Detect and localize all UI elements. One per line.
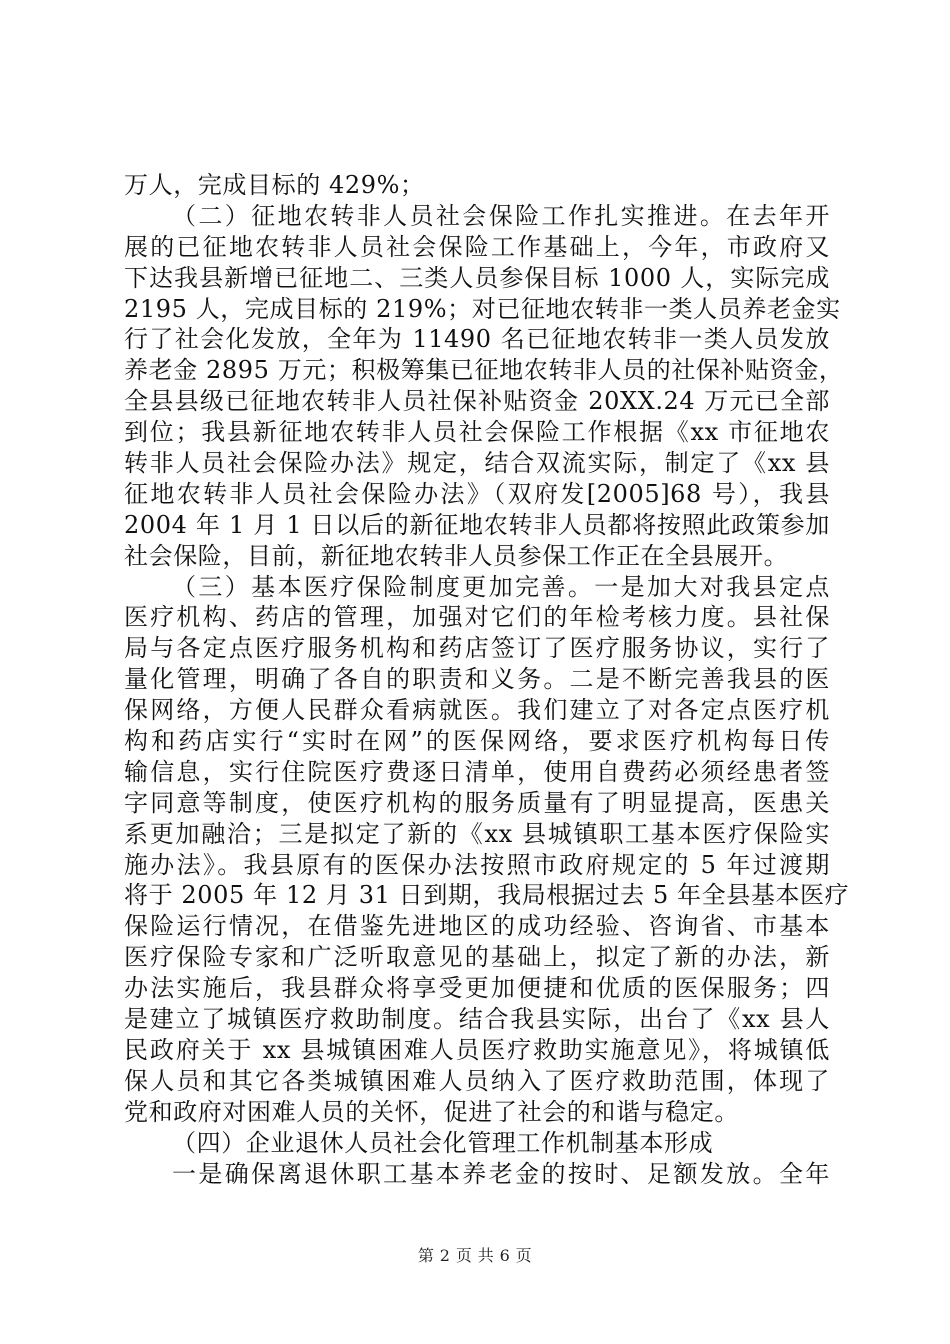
text-line: （二）征地农转非人员社会保险工作扎实推进。在去年开 (172, 201, 830, 230)
document-body (124, 170, 850, 1189)
text-line: 医疗机构、药店的管理，加强对它们的年检考核力度。县社保 (124, 603, 830, 632)
text-line: 输信息，实行住院医疗费逐日清单，使用自费药必须经患者签 (124, 757, 830, 786)
text-line: 办法实施后，我县群众将享受更加便捷和优质的医保服务；四 (124, 974, 830, 1003)
text-line: 字同意等制度，使医疗机构的服务质量有了明显提高，医患关 (124, 788, 830, 817)
text-line: 社会保险，目前，新征地农转非人员参保工作正在全县展开。 (124, 541, 789, 570)
text-line: 到位；我县新征地农转非人员社会保险工作根据《xx 市征地农 (124, 418, 830, 447)
text-line: 民政府关于 xx 县城镇困难人员医疗救助实施意见》，将城镇低 (124, 1035, 830, 1064)
text-line: 保险运行情况，在借鉴先进地区的成功经验、咨询省、市基本 (124, 912, 830, 941)
text-line: 将于 2005 年 12 月 31 日到期，我局根据过去 5 年全县基本医疗 (124, 881, 850, 910)
text-line: 万人，完成目标的 429%； (124, 171, 425, 199)
text-line: （四）企业退休人员社会化管理工作机制基本形成 (172, 1128, 714, 1157)
page-footer: 第 2 页 共 6 页 (417, 1246, 533, 1265)
text-line: 养老金 2895 万元；积极筹集已征地农转非人员的社保补贴资金， (124, 356, 844, 385)
text-line: （三）基本医疗保险制度更加完善。一是加大对我县定点 (172, 572, 830, 601)
text-line: 施办法》。我县原有的医保办法按照市政府规定的 5 年过渡期 (124, 850, 830, 879)
text-line: 局与各定点医疗服务机构和药店签订了医疗服务协议，实行了 (124, 634, 830, 663)
text-line: 2195 人，完成目标的 219%；对已征地农转非一类人员养老金实 (124, 294, 841, 323)
text-line: 2004 年 1 月 1 日以后的新征地农转非人员都将按照此政策参加 (124, 510, 830, 539)
text-line: 是建立了城镇医疗救助制度。结合我县实际，出台了《xx 县人 (124, 1005, 830, 1034)
text-line: 党和政府对困难人员的关怀，促进了社会的和谐与稳定。 (124, 1097, 739, 1126)
text-line: 一是确保离退休职工基本养老金的按时、足额发放。全年 (172, 1159, 830, 1188)
text-line: 保网络，方便人民群众看病就医。我们建立了对各定点医疗机 (124, 696, 830, 725)
text-line: 转非人员社会保险办法》规定，结合双流实际，制定了《xx 县 (124, 449, 830, 478)
text-line: 量化管理，明确了各自的职责和义务。二是不断完善我县的医 (124, 665, 830, 694)
text-line: 下达我县新增已征地二、三类人员参保目标 1000 人，实际完成 (124, 263, 830, 292)
text-line: 保人员和其它各类城镇困难人员纳入了医疗救助范围，体现了 (124, 1066, 830, 1095)
text-line: 行了社会化发放，全年为 11490 名已征地农转非一类人员发放 (124, 325, 830, 354)
text-line: 征地农转非人员社会保险办法》（双府发[2005]68 号），我县 (124, 479, 830, 508)
text-line: 构和药店实行“实时在网”的医保网络，要求医疗机构每日传 (124, 727, 830, 756)
text-line: 医疗保险专家和广泛听取意见的基础上，拟定了新的办法，新 (124, 943, 830, 972)
text-line: 系更加融洽；三是拟定了新的《xx 县城镇职工基本医疗保险实 (124, 819, 830, 848)
text-line: 全县县级已征地农转非人员社保补贴资金 20XX.24 万元已全部 (124, 387, 830, 416)
text-line: 展的已征地农转非人员社会保险工作基础上，今年，市政府又 (124, 232, 830, 261)
